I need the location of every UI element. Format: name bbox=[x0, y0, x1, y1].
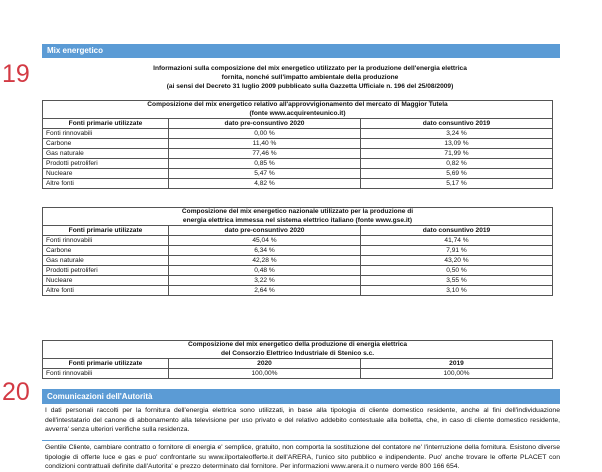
column-header: dato consuntivo 2019 bbox=[361, 119, 553, 129]
intro-text bbox=[100, 64, 520, 91]
column-header: 2020 bbox=[169, 359, 361, 369]
column-header: dato pre-consuntivo 2020 bbox=[169, 119, 361, 129]
table-row: Prodotti petroliferi 0,85 % 0,82 % bbox=[43, 159, 553, 169]
mix-table-nazionale bbox=[42, 207, 553, 296]
table-row: Prodotti petroliferi 0,48 % 0,50 % bbox=[43, 266, 553, 276]
intro-line: Informazioni sulla composizione del mix energetico utilizzato per la produzione dell'energia elettrica bbox=[153, 65, 467, 72]
intro-line: (ai sensi del Decreto 31 luglio 2009 pubblicato sulla Gazzetta Ufficiale n. 196 del 25/08/2009) bbox=[166, 83, 454, 90]
customer-notice-paragraph: Gentile Cliente, cambiare contratto o fornitore di energia e' semplice, gratuito, non comporta la sostituzione del contatore ne' l'interruzione della fornitura. Esistono diverse tipologie di offerte luce e gas e puo' confrontarle su www.ilportaleofferte.it dell'ARERA, l'unico sito pubblico e indipendente. Puo' anche trovare le offerte PLACET con condizioni contrattuali definite dall'Autorita' e prezzo determinato dal fornitore. Per informazioni www.arera.it o numero verde 800 166 654. bbox=[45, 444, 560, 471]
mix-table-consorzio bbox=[42, 340, 553, 379]
column-header: 2019 bbox=[361, 359, 553, 369]
table-row: Carbone 6,34 % 7,91 % bbox=[43, 246, 553, 256]
column-header: dato consuntivo 2019 bbox=[361, 226, 553, 236]
divider bbox=[42, 440, 560, 441]
column-header: Fonti primarie utilizzate bbox=[43, 226, 169, 236]
table-caption: Composizione del mix energetico nazionale utilizzato per la produzione di energia elettrica immessa nel sistema elettrico italiano (fonte www.gse.it) bbox=[43, 208, 553, 226]
table-caption: Composizione del mix energetico relativo all'approvvigionamento del mercato di Maggior Tutela (fonte www.acquirenteunico.it) bbox=[43, 101, 553, 119]
table-row: Gas naturale 42,28 % 43,20 % bbox=[43, 256, 553, 266]
column-header: Fonti primarie utilizzate bbox=[43, 119, 169, 129]
section-header-mix-energetico: Mix energetico bbox=[42, 44, 560, 58]
table-row: Fonti rinnovabili 0,00 % 3,24 % bbox=[43, 129, 553, 139]
table-row: Gas naturale 77,46 % 71,99 % bbox=[43, 149, 553, 159]
table-row: Fonti rinnovabili 45,04 % 41,74 % bbox=[43, 236, 553, 246]
privacy-paragraph: I dati personali raccolti per la fornitura dell'energia elettrica sono utilizzati, in base alla tipologia di cliente domestico residente, anche al fini dell'individuazione dell'intestatario del canone di abbonamento alla televisione per uso privato e del relativo addebito contestuale alla bolletta, che, in caso di cliente domestico residente, avverra' senza ulteriori verifiche sulla residenza. bbox=[45, 407, 560, 434]
column-header: dato pre-consuntivo 2020 bbox=[169, 226, 361, 236]
mix-table-maggior-tutela bbox=[42, 100, 553, 189]
section-number: 19 bbox=[2, 60, 30, 88]
intro-line: fornita, nonché sull'impatto ambientale della produzione bbox=[221, 74, 399, 81]
table-row: Fonti rinnovabili 100,00% 100,00% bbox=[43, 369, 553, 379]
section-header-comunicazioni: Comunicazioni dell'Autorità bbox=[42, 389, 560, 404]
table-row: Altre fonti 2,64 % 3,10 % bbox=[43, 286, 553, 296]
table-row: Nucleare 3,22 % 3,55 % bbox=[43, 276, 553, 286]
column-header: Fonti primarie utilizzate bbox=[43, 359, 169, 369]
section-number: 20 bbox=[2, 378, 30, 406]
table-caption: Composizione del mix energetico della produzione di energia elettrica del Consorzio Elettrico Industriale di Stenico s.c. bbox=[43, 341, 553, 359]
table-row: Altre fonti 4,82 % 5,17 % bbox=[43, 179, 553, 189]
table-row: Nucleare 5,47 % 5,69 % bbox=[43, 169, 553, 179]
table-row: Carbone 11,40 % 13,09 % bbox=[43, 139, 553, 149]
